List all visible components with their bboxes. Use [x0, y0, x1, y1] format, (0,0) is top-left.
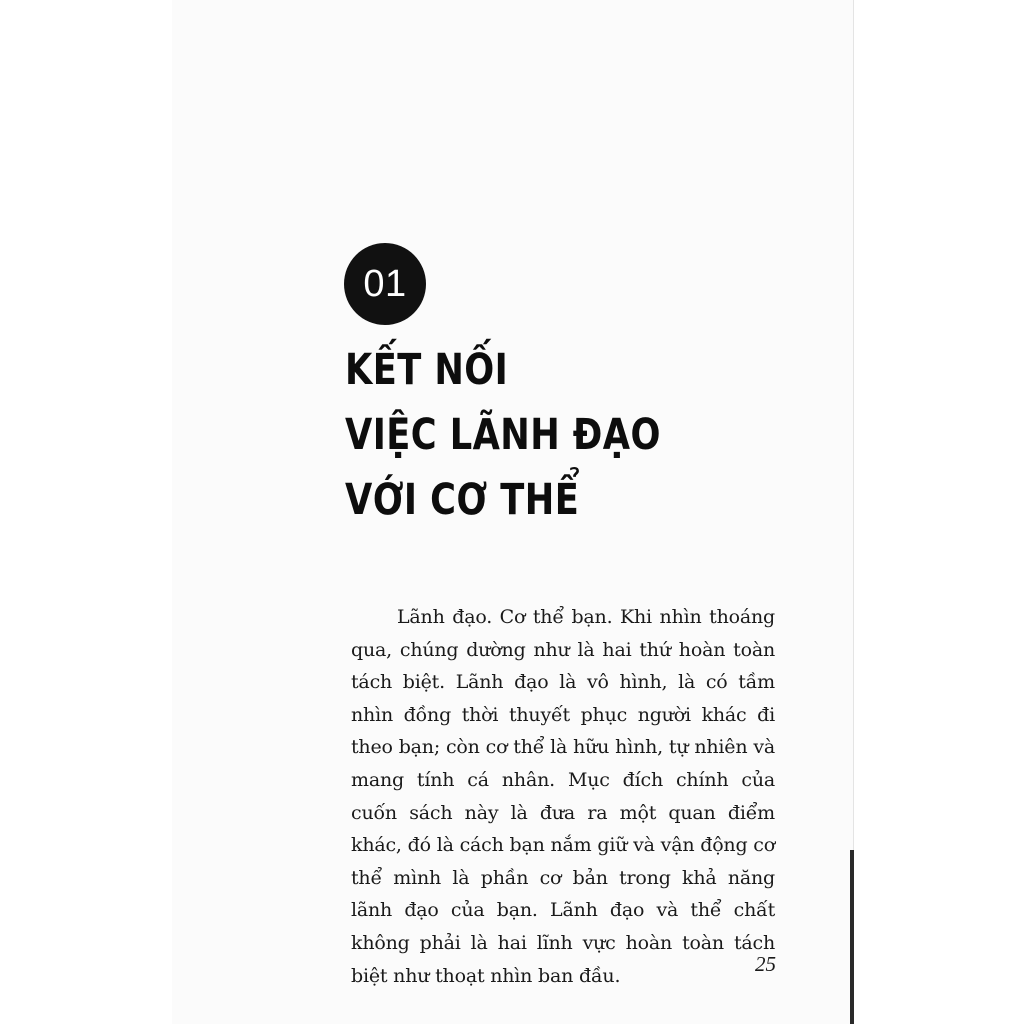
- chapter-number-badge: 01: [344, 243, 426, 325]
- chapter-title-line-3: VỚI CƠ THỂ: [345, 475, 580, 525]
- body-paragraph: Lãnh đạo. Cơ thể bạn. Khi nhìn thoáng qua, chúng dường như là hai thứ hoàn toàn tách biệt. Lãnh đạo là vô hình, là có tầm nhìn đồng thời thuyết phục người khác đi theo bạn; còn cơ thể là hữu hình, tự nhiên và mang tính cá nhân. Mục đích chính của cuốn sách này là đưa ra một quan điểm khác, đó là cách bạn nắm giữ và vận động cơ thể mình là phần cơ bản trong khả năng lãnh đạo của bạn. Lãnh đạo và thể chất không phải là hai lĩnh vực hoàn toàn tách biệt như thoạt nhìn ban đầu.: [351, 606, 775, 987]
- page-edge-shadow: [850, 850, 854, 1024]
- chapter-title-line-2: VIỆC LÃNH ĐẠO: [345, 410, 661, 460]
- chapter-title-line-1: KẾT NỐI: [345, 345, 509, 395]
- chapter-title: [345, 338, 722, 533]
- page-number: 25: [755, 952, 776, 976]
